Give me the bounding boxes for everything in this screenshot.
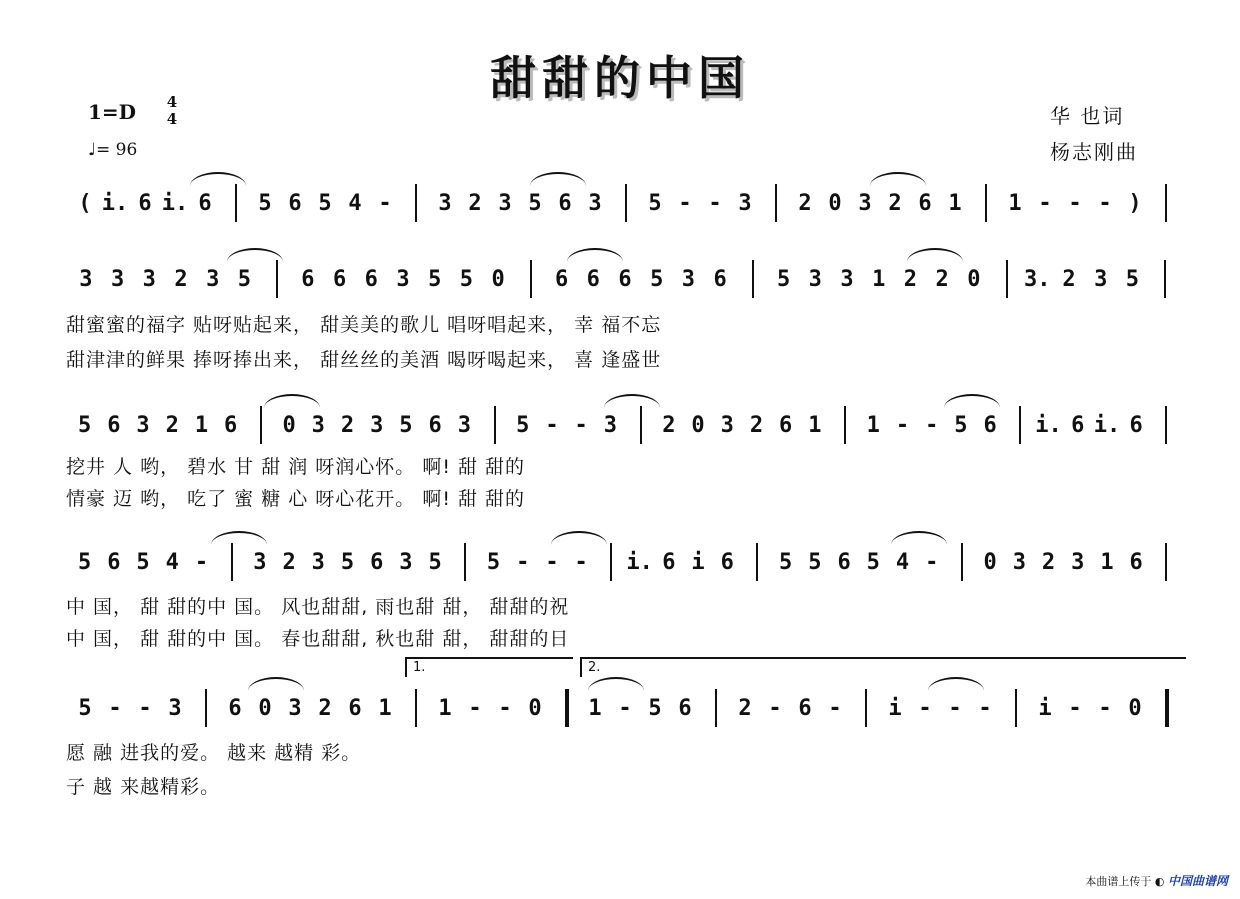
- note: 5: [866, 550, 880, 575]
- lyric-line: 中 国， 甜 甜的中 国。 春也甜甜, 秋也甜 甜， 甜甜的日: [66, 628, 570, 650]
- note: 6: [228, 696, 242, 721]
- note: -: [925, 550, 939, 575]
- note: 6: [554, 267, 569, 292]
- bar-line: [464, 543, 466, 581]
- note: i: [888, 696, 902, 721]
- note: -: [618, 696, 632, 721]
- lyric-line: 甜蜜蜜的福字 贴呀贴起来， 甜美美的歌儿 唱呀唱起来， 幸 福不忘: [66, 314, 662, 336]
- note: 1: [438, 696, 452, 721]
- note: -: [498, 696, 512, 721]
- note: 5: [77, 550, 92, 575]
- note: 3: [206, 267, 220, 292]
- footer-brand: 中国曲谱网: [1167, 874, 1228, 888]
- lyric-line: 中 国， 甜 甜的中 国。 风也甜甜, 雨也甜 甜， 甜甜的祝: [66, 596, 570, 618]
- slur-arc: [551, 531, 607, 545]
- slur-arc: [891, 531, 947, 545]
- slur-arc: [227, 248, 283, 262]
- note: 3: [110, 267, 125, 292]
- note: -: [108, 696, 122, 721]
- note: 2: [738, 696, 752, 721]
- note: 5: [318, 191, 332, 216]
- note: 5: [428, 267, 442, 292]
- note: 6: [348, 696, 362, 721]
- note: 0: [691, 413, 705, 438]
- note: 1: [1100, 550, 1114, 575]
- bar-line: [1006, 260, 1008, 298]
- bar-line: [715, 689, 717, 727]
- note: -: [574, 413, 588, 438]
- note: 6: [983, 413, 997, 438]
- note: 5: [78, 696, 92, 721]
- note: 3: [1012, 550, 1026, 575]
- note: 2: [468, 191, 482, 216]
- bar-line: [1165, 406, 1167, 444]
- note: 2: [165, 413, 179, 438]
- note: 3.: [1024, 267, 1051, 292]
- note: 3: [288, 696, 302, 721]
- bar-line: [640, 406, 642, 444]
- note: 1: [948, 191, 962, 216]
- note: 6: [370, 550, 384, 575]
- slur-arc: [944, 394, 1000, 408]
- note: -: [828, 696, 842, 721]
- note: 0: [828, 191, 842, 216]
- note: -: [768, 696, 782, 721]
- note: -: [138, 696, 152, 721]
- note: 3: [399, 550, 413, 575]
- note: 2: [318, 696, 332, 721]
- note: 6: [918, 191, 932, 216]
- note: 1: [378, 696, 392, 721]
- note: -: [1038, 191, 1052, 216]
- note: 6: [107, 550, 121, 575]
- bar-line: [415, 184, 417, 222]
- note: 3: [136, 413, 150, 438]
- note: 6: [720, 550, 734, 575]
- note: 2: [798, 191, 812, 216]
- volta-first-ending: 1.: [405, 657, 573, 677]
- note: 0: [282, 413, 296, 438]
- note: 3: [603, 413, 618, 438]
- note: 1: [194, 413, 209, 438]
- note: -: [948, 696, 962, 721]
- song-title: 甜甜的中国: [490, 51, 750, 105]
- slur-arc: [588, 677, 644, 691]
- note: 6: [332, 267, 347, 292]
- note: 1: [872, 267, 886, 292]
- note: 5: [340, 550, 355, 575]
- slur-arc: [604, 394, 660, 408]
- note: 5: [1125, 267, 1140, 292]
- note: 4: [165, 550, 179, 575]
- note: 5: [459, 267, 474, 292]
- note: 3: [858, 191, 872, 216]
- bar-line: [205, 689, 207, 727]
- note: 3: [738, 191, 752, 216]
- slur-arc: [907, 248, 963, 262]
- bar-line: [530, 260, 532, 298]
- bar-line: [260, 406, 262, 444]
- lyric-line: 情豪 迈 哟， 吃了 蜜 糖 心 呀心花开。 啊! 甜 甜的: [66, 488, 526, 510]
- note: 5: [258, 191, 272, 216]
- note: 5: [650, 267, 664, 292]
- note: -: [1068, 191, 1082, 216]
- note: 2: [749, 413, 764, 438]
- note: -: [1098, 191, 1112, 216]
- bar-line: [494, 406, 496, 444]
- bar-line: [235, 184, 237, 222]
- note: 5: [528, 191, 542, 216]
- note: 3: [840, 267, 854, 292]
- note: 3: [720, 413, 734, 438]
- bar-line: [1165, 689, 1169, 727]
- bar-line: [1164, 260, 1166, 298]
- note: 3: [498, 191, 512, 216]
- note: 2: [282, 550, 296, 575]
- note: 2: [662, 413, 676, 438]
- note: -: [545, 413, 559, 438]
- note: 3: [79, 267, 93, 292]
- note: 5: [486, 550, 501, 575]
- note: 6: [107, 413, 121, 438]
- note: 6: [198, 191, 212, 216]
- note: 3: [808, 267, 822, 292]
- note: 5: [779, 550, 793, 575]
- note: 5: [648, 696, 662, 721]
- note: 3: [438, 191, 452, 216]
- time-sig-bottom: 4: [166, 110, 178, 128]
- note: 6: [1129, 413, 1143, 438]
- bar-line: [625, 184, 627, 222]
- bar-line: [961, 543, 963, 581]
- note: 6: [301, 267, 315, 292]
- time-sig-top: 4: [166, 93, 178, 111]
- note: 2: [935, 267, 949, 292]
- bar-line: [844, 406, 846, 444]
- footer-credit: [1085, 872, 1228, 889]
- note: 3: [142, 267, 156, 292]
- note: 6: [1129, 550, 1143, 575]
- note: -: [918, 696, 932, 721]
- note: i.: [1093, 413, 1121, 438]
- note: 5: [648, 191, 662, 216]
- volta-second-ending: 2.: [580, 657, 1186, 677]
- bar-line: [565, 689, 569, 727]
- note: 6: [558, 191, 572, 216]
- note: 6: [662, 550, 676, 575]
- note: 1: [588, 696, 602, 721]
- note: 1: [1008, 191, 1022, 216]
- note: i.: [626, 550, 653, 575]
- note: -: [895, 413, 910, 438]
- note: i: [1038, 696, 1052, 721]
- slur-arc: [211, 531, 267, 545]
- note: 2: [174, 267, 188, 292]
- note: 5: [428, 550, 442, 575]
- key-signature: 1=D: [88, 100, 137, 124]
- bar-line: [276, 260, 278, 298]
- slur-arc: [928, 677, 984, 691]
- note: 3: [1094, 267, 1108, 292]
- note: -: [194, 550, 209, 575]
- note: -: [978, 696, 992, 721]
- note: 6: [364, 267, 378, 292]
- lyric-line: 愿 融 进我的爱。 越来 越精 彩。: [66, 742, 362, 764]
- note: 3: [370, 413, 384, 438]
- note: 3: [253, 550, 267, 575]
- note: 0: [1128, 696, 1142, 721]
- note: 6: [713, 267, 727, 292]
- note: (: [78, 191, 92, 216]
- note: -: [678, 191, 692, 216]
- note: 3: [311, 413, 325, 438]
- bar-line: [865, 689, 867, 727]
- note: -: [545, 550, 559, 575]
- note: 5: [954, 413, 968, 438]
- composer-credit: 杨志刚曲: [1050, 140, 1138, 164]
- bar-line: [1165, 543, 1167, 581]
- bar-line: [415, 689, 417, 727]
- note: 3: [1071, 550, 1085, 575]
- note: i: [691, 550, 705, 575]
- slur-arc: [870, 172, 926, 186]
- note: 0: [258, 696, 272, 721]
- note: 2: [1041, 550, 1056, 575]
- bar-line: [985, 184, 987, 222]
- note: i.: [1035, 413, 1062, 438]
- note: -: [516, 550, 530, 575]
- note: 2: [888, 191, 902, 216]
- note: 5: [136, 550, 150, 575]
- note: -: [468, 696, 482, 721]
- note: 3: [311, 550, 325, 575]
- note: 6: [224, 413, 238, 438]
- note: -: [925, 413, 939, 438]
- note: 3: [681, 267, 696, 292]
- note: i.: [101, 191, 129, 216]
- note: 2: [340, 413, 355, 438]
- note: -: [1068, 696, 1082, 721]
- note: 6: [779, 413, 793, 438]
- note: 5: [77, 413, 92, 438]
- note: 6: [798, 696, 812, 721]
- footer-text: 本曲谱上传于: [1085, 875, 1152, 888]
- note: 3: [396, 267, 410, 292]
- slur-arc: [567, 248, 623, 262]
- note: ): [1128, 191, 1142, 216]
- note: 6: [678, 696, 692, 721]
- slur-arc: [530, 172, 586, 186]
- note: 0: [983, 550, 997, 575]
- note: 6: [586, 267, 600, 292]
- lyric-line: 甜津津的鲜果 捧呀捧出来， 甜丝丝的美酒 喝呀喝起来， 喜 逢盛世: [66, 349, 662, 371]
- note: 6: [288, 191, 302, 216]
- lyric-line: 子 越 来越精彩。: [66, 776, 221, 798]
- note: 0: [967, 267, 981, 292]
- note: 5: [237, 267, 252, 292]
- note: 4: [348, 191, 362, 216]
- lyric-line: 挖井 人 哟， 碧水 甘 甜 润 呀润心怀。 啊! 甜 甜的: [66, 456, 526, 478]
- note: i.: [161, 191, 189, 216]
- note: -: [574, 550, 588, 575]
- note: 6: [428, 413, 442, 438]
- bar-line: [752, 260, 754, 298]
- bar-line: [775, 184, 777, 222]
- slur-arc: [190, 172, 246, 186]
- note: 5: [516, 413, 530, 438]
- note: 5: [808, 550, 822, 575]
- note: 5: [776, 267, 791, 292]
- lyricist-credit: 华 也词: [1050, 104, 1125, 128]
- note: 1: [866, 413, 880, 438]
- note: 0: [491, 267, 505, 292]
- note: 0: [528, 696, 542, 721]
- note: -: [1098, 696, 1112, 721]
- bar-line: [1165, 184, 1167, 222]
- slur-arc: [264, 394, 320, 408]
- time-signature: [163, 94, 181, 128]
- note: -: [708, 191, 722, 216]
- brand-logo-icon: ◐: [1154, 875, 1165, 888]
- note: 2: [903, 267, 918, 292]
- note: 2: [1062, 267, 1076, 292]
- note: 5: [399, 413, 413, 438]
- bar-line: [756, 543, 758, 581]
- note: 6: [837, 550, 851, 575]
- note: 4: [895, 550, 910, 575]
- note: 3: [457, 413, 471, 438]
- slur-arc: [248, 677, 304, 691]
- bar-line: [1015, 689, 1017, 727]
- note: -: [378, 191, 392, 216]
- note: 3: [588, 191, 602, 216]
- note: 3: [168, 696, 182, 721]
- tempo-marking: ♩= 96: [88, 140, 138, 160]
- bar-line: [1019, 406, 1021, 444]
- bar-line: [610, 543, 612, 581]
- note: 6: [618, 267, 632, 292]
- note: 6: [1071, 413, 1085, 438]
- note: 6: [138, 191, 152, 216]
- note: 1: [808, 413, 822, 438]
- bar-line: [231, 543, 233, 581]
